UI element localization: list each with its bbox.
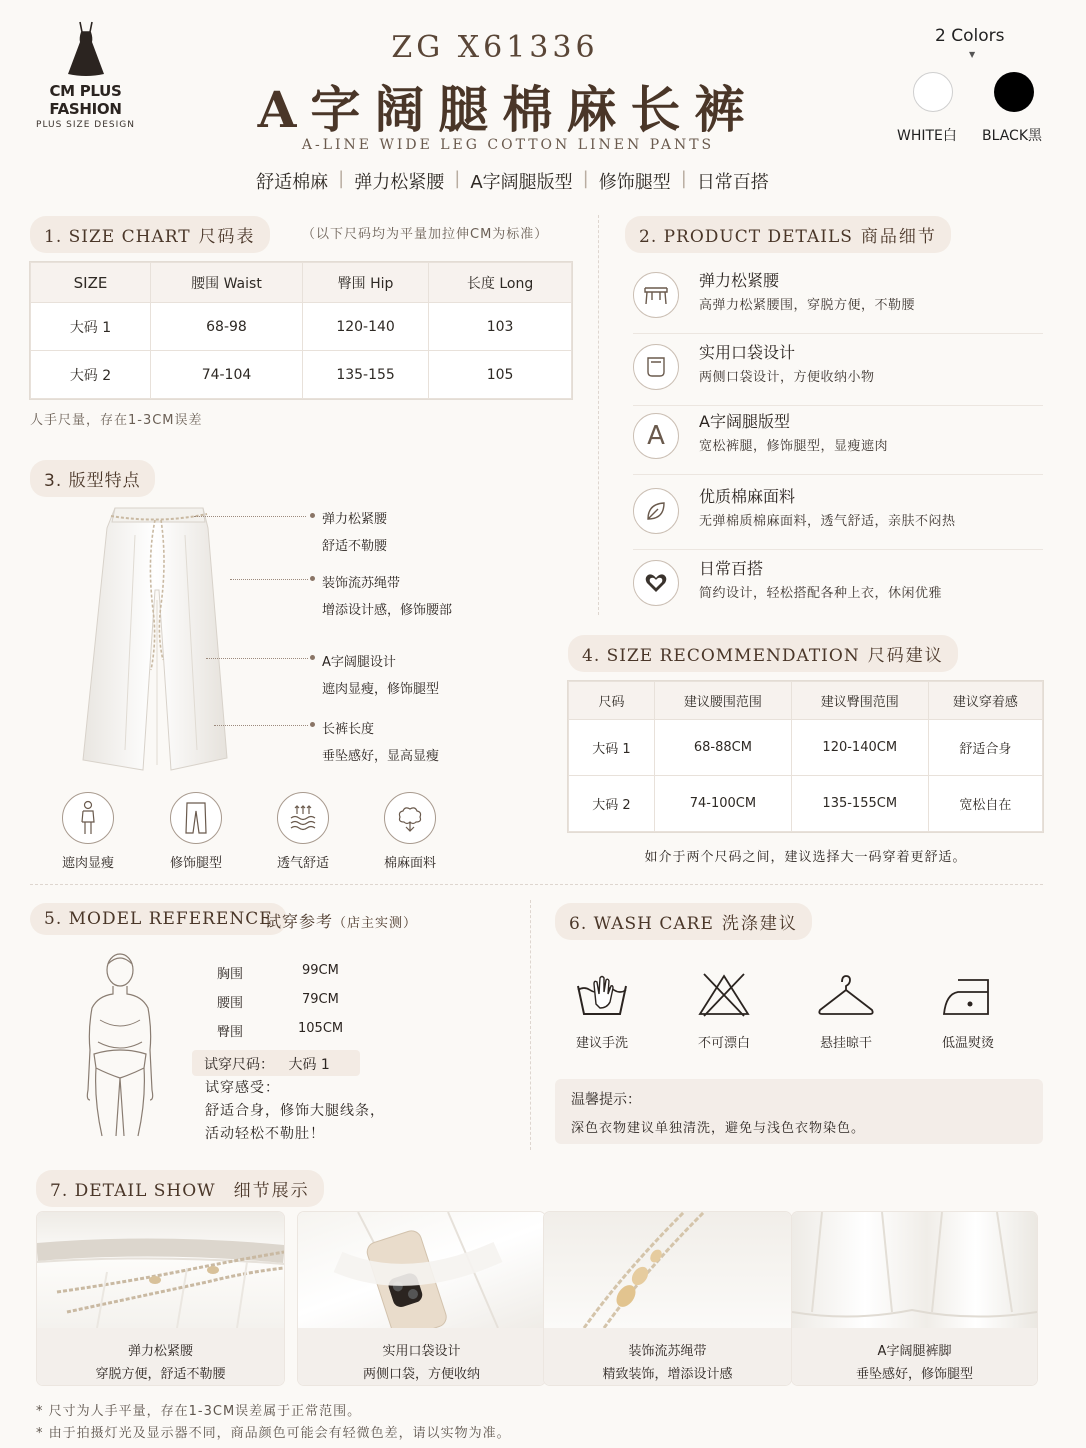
waistband-icon [633, 272, 679, 318]
wash-item [679, 970, 769, 1051]
size-label: 试穿尺码： [204, 1057, 274, 1073]
callout-title: 弹力松紧腰 [322, 512, 388, 527]
callout-desc: 遮肉显瘦，修饰腿型 [322, 682, 440, 697]
caret-down-icon: ▼ [969, 50, 976, 59]
table-cell: 74-104 [151, 351, 303, 399]
size-chart-table [29, 261, 573, 400]
detail-item [633, 264, 1043, 334]
table-cell: 大码 2 [31, 351, 151, 399]
feature-separator: | [338, 168, 345, 189]
card-desc: 穿脱方便，舒适不勒腰 [95, 1367, 226, 1382]
callout-title: 长裤长度 [322, 722, 375, 737]
feature-tag: 弹力松紧腰 [354, 172, 445, 193]
leaf-icon [633, 488, 679, 534]
detail-item [633, 480, 1043, 550]
callout-line [194, 516, 306, 517]
detail-photo-tassel [544, 1212, 791, 1328]
size-chart-footnote: 人手尺量，存在1-3CM误差 [30, 413, 203, 428]
detail-desc: 两侧口袋设计，方便收纳小物 [699, 370, 875, 385]
tip-text: 深色衣物建议单独清洗，避免与浅色衣物染色。 [571, 1121, 866, 1136]
detail-show-heading [36, 1170, 324, 1207]
callout [322, 651, 439, 697]
color-label-black: BLACK黑 [982, 128, 1043, 144]
card-desc: 垂坠感好，修饰腿型 [855, 1367, 973, 1382]
measurement-label: 臀围 [217, 1025, 244, 1040]
brand-subtitle: PLUS SIZE DESIGN [36, 120, 135, 130]
callout-desc: 垂坠感好，显高显瘦 [322, 749, 440, 764]
wash-label: 低温熨烫 [941, 1036, 994, 1051]
size-recommendation-heading [568, 635, 958, 672]
table-cell: 105 [429, 351, 572, 399]
cotton-icon [384, 792, 436, 844]
callout-dot [310, 722, 315, 727]
hand-wash-icon [574, 970, 630, 1020]
feature-icon-item [62, 792, 122, 871]
heading-en: 1. SIZE CHART [44, 227, 191, 247]
table-header-cell: 尺码 [569, 682, 655, 720]
size-value: 大码 1 [288, 1057, 330, 1073]
table-cell: 103 [429, 303, 572, 351]
footer-note: * 由于拍摄灯光及显示器不同，商品颜色可能会有轻微色差，请以实物为准。 [36, 1426, 511, 1441]
detail-photo-waistband [37, 1212, 284, 1328]
detail-card [792, 1212, 1037, 1385]
model-silhouette [80, 950, 160, 1140]
wash-item [923, 970, 1013, 1051]
callout-title: 装饰流苏绳带 [322, 576, 401, 591]
detail-title: 实用口袋设计 [699, 343, 796, 362]
wash-label: 建议手洗 [575, 1036, 628, 1051]
product-title: A字阔腿棉麻长裤 [257, 80, 759, 139]
table-cell: 大码 2 [569, 776, 655, 832]
feature-tag: 日常百搭 [696, 172, 769, 193]
wash-item [801, 970, 891, 1051]
table-header-cell: 长度 Long [429, 263, 572, 303]
table-header-row [31, 263, 572, 303]
table-cell: 120-140CM [791, 720, 928, 776]
measurement-label: 胸围 [217, 967, 244, 982]
heading-en: 6. WASH CARE [569, 914, 714, 934]
detail-title: A字阔腿版型 [699, 412, 790, 431]
table-header-row [569, 682, 1043, 720]
product-details-heading [625, 216, 951, 253]
table-header-cell: 建议臀围范围 [791, 682, 928, 720]
heading-cn: 试穿参考 [265, 912, 334, 931]
callout [322, 508, 387, 554]
card-desc: 精致装饰，增添设计感 [602, 1367, 733, 1382]
feel-label: 试穿感受： [205, 1080, 280, 1096]
feature-tag: A字阔腿版型 [470, 172, 573, 193]
heading-en: 2. PRODUCT DETAILS [639, 227, 853, 247]
product-title-en: A-LINE WIDE LEG COTTON LINEN PANTS [301, 137, 715, 153]
callout-dot [310, 655, 315, 660]
feature-strip [0, 168, 1025, 194]
detail-title: 弹力松紧腰 [699, 271, 780, 290]
no-bleach-icon [696, 970, 752, 1020]
iron-low-icon [938, 970, 998, 1020]
detail-photo-pocket [298, 1212, 545, 1328]
wash-tip-box [555, 1079, 1043, 1144]
size-recommendation-table [567, 680, 1044, 833]
color-swatch-white[interactable] [913, 72, 953, 112]
table-cell: 宽松自在 [928, 776, 1042, 832]
model-reference-heading-cn [265, 909, 417, 932]
callout [322, 718, 439, 764]
feature-separator: | [582, 168, 589, 189]
pocket-icon [633, 344, 679, 390]
callout-line [206, 658, 308, 659]
table-cell: 68-98 [151, 303, 303, 351]
colors-count: 2 Colors [935, 26, 1005, 46]
feature-separator: | [454, 168, 461, 189]
detail-card [544, 1212, 791, 1385]
feature-icon-item [277, 792, 337, 871]
card-title: 弹力松紧腰 [127, 1344, 193, 1359]
feature-icon-label: 遮肉显瘦 [61, 856, 114, 871]
wash-label: 悬挂晾干 [819, 1036, 872, 1051]
detail-item [633, 336, 1043, 406]
heading-en: 4. SIZE RECOMMENDATION [582, 646, 860, 666]
table-row [569, 776, 1043, 832]
measurement-value: 99CM [302, 963, 339, 978]
feature-icon-label: 修饰腿型 [169, 856, 222, 871]
table-row [569, 720, 1043, 776]
table-cell: 大码 1 [569, 720, 655, 776]
product-code: ZG X61336 [391, 30, 599, 65]
heading-en: 5. MODEL REFERENCE [44, 909, 273, 929]
feature-icon-item [384, 792, 444, 871]
callout-line [230, 579, 308, 580]
feature-tag: 舒适棉麻 [256, 172, 329, 193]
card-title: 实用口袋设计 [382, 1344, 461, 1359]
feel-line: 舒适合身，修饰大腿线条， [205, 1103, 385, 1119]
section-divider [30, 884, 1043, 885]
heading-cn: 商品细节 [860, 227, 937, 247]
feature-icon-item [170, 792, 230, 871]
table-header-cell: 建议穿着感 [928, 682, 1042, 720]
heading-cn: 细节展示 [233, 1181, 310, 1201]
callout-desc: 增添设计感，修饰腰部 [322, 603, 453, 618]
detail-title: 日常百搭 [699, 559, 764, 578]
callout-dot [310, 513, 315, 518]
detail-photo-hem [792, 1212, 1037, 1328]
heading-en: 7. DETAIL SHOW [50, 1181, 216, 1201]
card-caption [298, 1328, 545, 1385]
pants-icon [170, 792, 222, 844]
feel-line: 活动轻松不勒肚！ [205, 1126, 325, 1142]
table-row [31, 351, 572, 399]
color-label-white: WHITE白 [897, 128, 957, 144]
heading-note: （店主实测） [333, 916, 418, 931]
feature-separator: | [680, 168, 687, 189]
table-cell: 135-155 [302, 351, 428, 399]
heading-cn: 洗涤建议 [721, 914, 798, 934]
size-chart-heading [30, 216, 270, 253]
color-swatch-black[interactable] [994, 72, 1034, 112]
table-header-cell: 腰围 Waist [151, 263, 303, 303]
pants-illustration [75, 500, 240, 775]
size-recommendation-note: 如介于两个尺码之间，建议选择大一码穿着更舒适。 [644, 850, 967, 865]
detail-desc: 简约设计，轻松搭配各种上衣，休闲优雅 [699, 586, 943, 601]
table-cell: 68-88CM [655, 720, 792, 776]
table-cell: 舒适合身 [928, 720, 1042, 776]
table-cell: 120-140 [302, 303, 428, 351]
card-caption [544, 1328, 791, 1385]
callout-desc: 舒适不勒腰 [322, 539, 388, 554]
letter-a-icon: A [633, 413, 679, 459]
feature-tag: 修饰腿型 [598, 172, 671, 193]
model-feel [205, 1077, 385, 1146]
heading-cn: 尺码表 [198, 227, 256, 247]
measurement-value: 105CM [298, 1021, 344, 1036]
detail-card [298, 1212, 545, 1385]
heading-cn: 3. 版型特点 [44, 471, 141, 491]
card-caption [792, 1328, 1037, 1385]
measurement-value: 79CM [302, 992, 339, 1007]
wash-item [557, 970, 647, 1051]
heading-cn: 尺码建议 [867, 646, 944, 666]
model-size-badge [192, 1050, 360, 1076]
detail-item [633, 552, 1043, 622]
table-header-cell: SIZE [31, 263, 151, 303]
table-header-cell: 建议腰围范围 [655, 682, 792, 720]
feature-icon-label: 透气舒适 [276, 856, 329, 871]
callout-dot [310, 576, 315, 581]
style-features-heading [30, 460, 155, 497]
model-reference-heading [30, 903, 287, 935]
detail-title: 优质棉麻面料 [699, 487, 796, 506]
detail-card [37, 1212, 284, 1385]
callout [322, 572, 452, 618]
card-desc: 两侧口袋，方便收纳 [362, 1367, 480, 1382]
feature-icon-label: 棉麻面料 [383, 856, 436, 871]
footer-note: * 尺寸为人手平量，存在1-3CM误差属于正常范围。 [36, 1404, 362, 1419]
section-divider [530, 900, 531, 1150]
callout-title: A字阔腿设计 [322, 655, 396, 670]
wash-label: 不可漂白 [697, 1036, 750, 1051]
hang-dry-icon [816, 970, 876, 1020]
size-chart-note: （以下尺码均为平量加拉伸CM为标准） [302, 227, 549, 242]
measurement-label: 腰围 [217, 996, 244, 1011]
table-cell: 135-155CM [791, 776, 928, 832]
brand-name: CM PLUS FASHION [49, 82, 122, 118]
card-title: 装饰流苏绳带 [628, 1344, 707, 1359]
detail-desc: 无弹棉质棉麻面料，透气舒适，亲肤不闷热 [699, 514, 956, 529]
card-caption [37, 1328, 284, 1385]
detail-item [633, 405, 1043, 475]
table-cell: 大码 1 [31, 303, 151, 351]
detail-desc: 宽松裤腿，修饰腿型，显瘦遮肉 [699, 439, 889, 454]
callout-line [214, 725, 308, 726]
body-icon [62, 792, 114, 844]
breathable-icon [277, 792, 329, 844]
heart-icon [633, 560, 679, 606]
table-header-cell: 臀围 Hip [302, 263, 428, 303]
detail-desc: 高弹力松紧腰围，穿脱方便，不勒腰 [699, 298, 916, 313]
wash-care-heading [555, 903, 812, 940]
tip-title: 温馨提示： [571, 1092, 641, 1108]
table-cell: 74-100CM [655, 776, 792, 832]
section-divider [598, 215, 599, 615]
table-row [31, 303, 572, 351]
card-title: A字阔腿裤脚 [877, 1344, 952, 1359]
